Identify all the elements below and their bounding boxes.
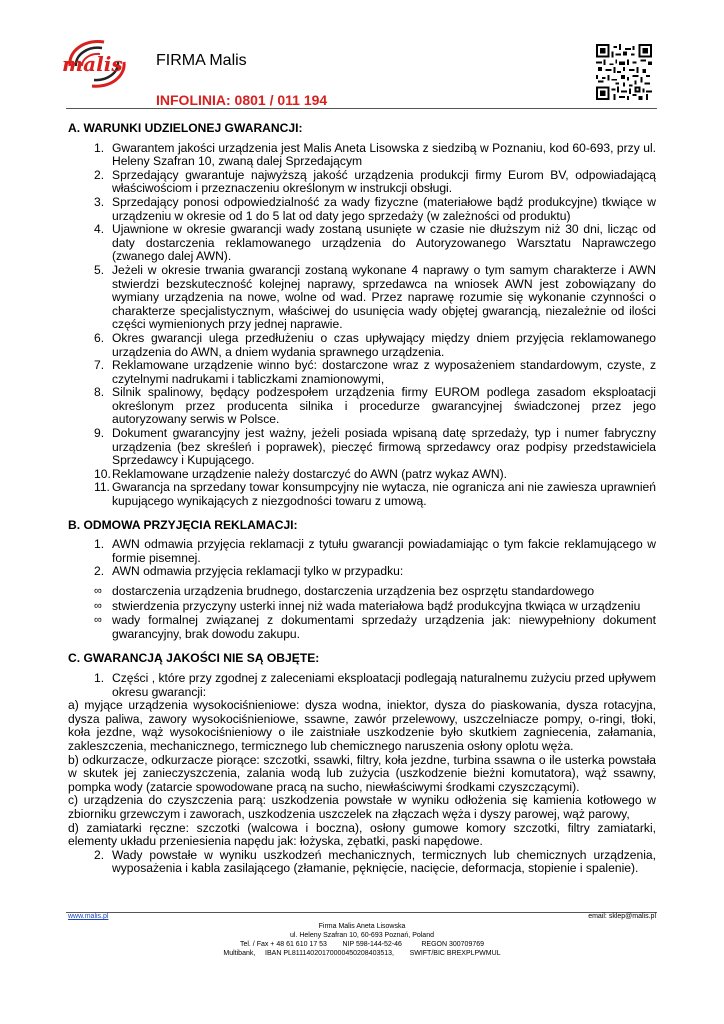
list-text: Dokument gwarancyjny jest ważny, jeżeli posiada wpisaną datę sprzedaży, typ i numer fabryczny urządzenia (bez skreśleń i poprawek), pieczęć firmową sprzedawcy oraz podpisy przedstawiciela Sprzedawcy i Kupującego. — [112, 426, 656, 468]
list-item — [94, 481, 656, 508]
list-item — [94, 359, 656, 386]
list-text: Reklamowane urządzenie należy dostarczyć do AWN (patrz wykaz AWN). — [112, 466, 507, 481]
paragraph: a) myjące urządzenia wysokociśnieniowe: dysza wodna, iniektor, dysza do piaskowania, dysza rotacyjna, dysza paliwa, zawory wysokociśnieniowe, ssawne, zawór przelewowy, uszczelniacze pompy, o-ringi, tłoki, koła jezdne, wąż wysokociśnieniowy o ile zaistniałe uszkodzenie było skutkiem zagniecenia, załamania, zakleszczenia, mechanicznego, termicznego lub chemicznego naruszenia osłony oplotu węża. — [68, 698, 656, 753]
company-name: FIRMA Malis — [156, 52, 247, 69]
bullet-text: wady formalnej związanej z dokumentami sprzedaży urządzenia jak: niewypełniony dokument gwarancyjny, brak dowodu zakupu. — [112, 613, 656, 641]
list-number: 3. — [94, 194, 105, 209]
list-number: 6. — [94, 330, 105, 345]
footer-line: Multibank, IBAN PL81114020170000450208403513, SWIFT/BIC BREXPLPWMUL — [223, 950, 501, 957]
footer-company-info — [68, 922, 656, 958]
bullet-text: stwierdzenia przyczyny usterki innej niż wada materiałowa bądź produkcyjna tkwiąca w urządzeniu — [112, 598, 641, 613]
section-c-list — [94, 672, 656, 699]
list-item — [94, 565, 656, 579]
list-text: Gwarancja na sprzedany towar konsumpcyjny nie wytacza, nie ogranicza ani nie zawiesza uprawnień kupującego wynikających z niezgodności towaru z umową. — [112, 480, 656, 509]
list-text: Silnik spalinowy, będący podzespołem urządzenia firmy EUROM podlega zasadom eksploatacji określonym przez producenta silnika i procedurze gwarancyjnej świadczonej przez jego autoryzowany serwis w Polsce. — [112, 385, 656, 427]
section-c-list-2 — [94, 849, 656, 876]
header-divider — [66, 108, 657, 109]
list-item — [94, 169, 656, 196]
section-b-title: B. ODMOWA PRZYJĘCIA REKLAMACJI: — [68, 517, 298, 532]
list-text: Części , które przy zgodnej z zaleceniami eksploatacji podlegają naturalnemu zużyciu przed upływem okresu gwarancji: — [112, 670, 656, 699]
list-text: Jeżeli w okresie trwania gwarancji zostaną wykonane 4 naprawy o tym samym charakterze i AWN stwierdzi bezskuteczność kolejnej naprawy, sprzedawca na wniosek AWN jest zobowiązany do wymiany urządzenia na nowe, wolne od wad. Przez naprawę rozumie się wykonanie czynności o charakterze specjalistycznym, właściwej do usunięcia wady objętej gwarancją, niezależnie od ilości części wymienionych przy jednej naprawie. — [112, 262, 656, 332]
list-number: 2. — [94, 847, 105, 862]
list-text: Wady powstałe w wyniku uszkodzeń mechanicznych, termicznych lub chemicznych urządzenia, wyposażenia i kabla zasilającego (złamanie, pęknięcie, nacięcie, deformacja, stopienie i spalenie). — [112, 847, 656, 876]
list-item — [94, 672, 656, 699]
section-a-title: A. WARUNKI UDZIELONEJ GWARANCJI: — [68, 121, 303, 135]
list-item — [94, 427, 656, 468]
list-number: 1. — [94, 670, 105, 685]
list-item — [94, 386, 656, 427]
list-number: 2. — [94, 564, 105, 579]
bullet-item — [94, 585, 656, 599]
list-text: Sprzedający ponosi odpowiedzialność za wady fizyczne (materiałowe bądź produkcyjne) tkwiące w urządzeniu w okresie od 1 do 5 lat od daty jego sprzedaży (w zależności od produktu) — [112, 194, 656, 223]
bullet-item — [94, 600, 656, 614]
list-item — [94, 332, 656, 359]
list-text: Sprzedający gwarantuje najwyższą jakość urządzenia produkcji firmy Eurom BV, odpowiadającą właściwościom i przeznaczeniu określonym w instrukcji obsługi. — [112, 167, 656, 196]
list-item — [94, 468, 656, 482]
infoline: INFOLINIA: 0801 / 011 194 — [156, 92, 328, 108]
paragraph: c) urządzenia do czyszczenia parą: uszkodzenia powstałe w wyniku odłożenia się kamienia kotłowego w zbiorniku grzewczym i zaworach, uszkodzenia uszczelek na złączach węża i dyszy parowej, wąż parowy, — [68, 793, 656, 821]
infinity-bullet-icon: ∞ — [94, 614, 102, 627]
logo-text: malis — [62, 52, 123, 76]
list-number: 1. — [94, 537, 105, 552]
list-item — [94, 849, 656, 876]
section-a-list — [94, 142, 656, 509]
footer-line: Tel. / Fax + 48 61 610 17 53 NIP 598-144-52-46 REGON 300709769 — [239, 941, 485, 948]
bullet-item — [94, 614, 656, 641]
infinity-bullet-icon: ∞ — [94, 599, 102, 612]
paragraph: d) zamiatarki ręczne: szczotki (walcowa i boczna), osłony gumowe komory szczotki, filtry zamiatarki, elementy układu przeniesienia napędu jak: łożyska, zębatki, paski napędowe. — [68, 820, 656, 849]
list-item — [94, 264, 656, 332]
malis-logo — [58, 36, 138, 90]
list-item — [94, 196, 656, 223]
list-text: AWN odmawia przyjęcia reklamacji tylko w przypadku: — [112, 564, 404, 579]
section-c-title: C. GWARANCJĄ JAKOŚCI NIE SĄ OBJĘTE: — [68, 651, 320, 666]
website-link[interactable]: www.malis.pl — [68, 913, 109, 920]
list-number: 1. — [94, 140, 105, 155]
bullet-text: dostarczenia urządzenia brudnego, dostarczenia urządzenia bez osprzętu standardowego — [112, 584, 595, 598]
list-text: Gwarantem jakości urządzenia jest Malis Aneta Lisowska z siedzibą w Poznaniu, kod 60-693, przy ul. Heleny Szafran 10, zwaną dalej Sprzedającym — [112, 140, 656, 169]
list-number: 7. — [94, 358, 105, 373]
list-number: 4. — [94, 222, 105, 237]
list-text: Reklamowane urządzenie winno być: dostarczone wraz z wyposażeniem standardowym, czyste, z czytelnymi nadrukami i tabliczkami znamionowymi, — [112, 358, 656, 386]
section-b-bullets — [94, 585, 656, 641]
list-number: 11. — [94, 480, 110, 495]
list-number: 10. — [94, 466, 111, 481]
footer-email: email: sklep@malis.pl — [588, 913, 656, 920]
list-text: AWN odmawia przyjęcia reklamacji z tytułu gwarancji powiadamiając o tym fakcie reklamującego w formie pisemnej. — [112, 537, 656, 565]
section-b-list — [94, 538, 656, 579]
infinity-bullet-icon: ∞ — [94, 585, 102, 597]
page-header — [58, 30, 658, 110]
list-number: 8. — [94, 385, 105, 400]
list-number: 9. — [94, 426, 105, 441]
footer-divider — [66, 912, 657, 913]
paragraph: b) odkurzacze, odkurzacze piorące: szczotki, ssawki, filtry, koła jezdne, turbina ssawna o ile usterka powstała w skutek jej zanieczyszczenia, zalania wodą lub zużycia (uszkodzenie bieżni komutatora), wąż ssawny, pompka wody (zatarcie spowodowane pracą na sucho, niewłaściwymi środkami czyszczącymi). — [68, 752, 656, 794]
list-text: Okres gwarancji ulega przedłużeniu o czas upływający między dniem przyjęcia reklamowanego urządzenia do AWN, a dniem wydania sprawnego urządzenia. — [112, 330, 656, 359]
list-number: 5. — [94, 262, 105, 277]
footer-line: ul. Heleny Szafran 10, 60-693 Poznań, Poland — [290, 932, 434, 939]
list-item — [94, 223, 656, 264]
list-item — [94, 142, 656, 169]
document-body — [68, 118, 656, 876]
qr-code — [596, 44, 652, 100]
list-number: 2. — [94, 167, 105, 182]
list-item — [94, 538, 656, 565]
list-text: Ujawnione w okresie gwarancji wady zostaną usunięte w czasie nie dłuższym niż 30 dni, licząc od daty dostarczenia reklamowanego urządzenia do Autoryzowanego Warsztatu Naprawczego (zwanego dalej AWN). — [112, 222, 656, 264]
footer-line: Firma Malis Aneta Lisowska — [318, 923, 406, 930]
